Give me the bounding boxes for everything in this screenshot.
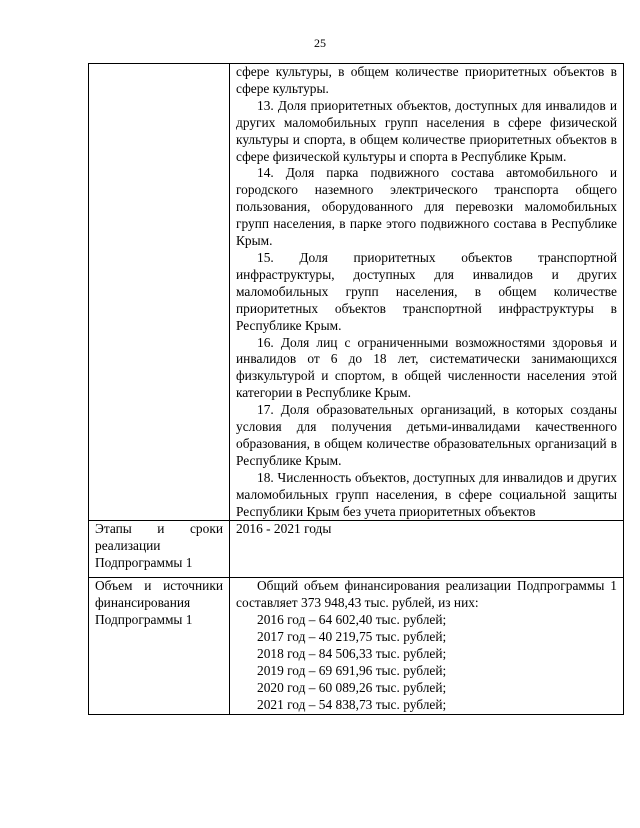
indicator-item: 14. Доля парка подвижного состава автомобильного и городского наземного электрического транспорта общего пользования, оборудованного для перевозки маломобильных групп населения, в парке этого подвижного состава в Республике Крым. <box>236 165 617 249</box>
indicator-continuation: сфере культуры, в общем количестве приоритетных объектов в сфере культуры. <box>236 64 617 96</box>
financing-year-line: 2018 год – 84 506,33 тыс. рублей; <box>257 646 447 662</box>
indicator-item: 13. Доля приоритетных объектов, доступных для инвалидов и других маломобильных групп населения в сфере физической культуры и спорта, в общем количестве приоритетных объектов в сфере физической культуры и спорта в Республике Крым. <box>236 97 617 164</box>
indicator-item: 17. Доля образовательных организаций, в которых созданы условия для получения детьми-инвалидами качественного образования, в общем количестве образовательных организаций в Республике Крым. <box>236 402 617 468</box>
financing-year-line: 2017 год – 40 219,75 тыс. рублей; <box>257 629 447 645</box>
indicator-item: 15. Доля приоритетных объектов транспортной инфраструктуры, доступных для инвалидов и других маломобильных групп населения, в общем количестве приоритетных объектов транспортной инфраструктуры в Республике Крым. <box>236 249 617 333</box>
financing-total: Общий объем финансирования реализации Подпрограммы 1 составляет 373 948,43 тыс. рублей, из них: <box>236 578 617 611</box>
financing-year-line: 2021 год – 54 838,73 тыс. рублей; <box>257 696 447 712</box>
indicator-item: 18. Численность объектов, доступных для инвалидов и других маломобильных групп населения, в сфере социальной защиты Республики Крым без учета приоритетных объектов <box>236 469 617 519</box>
page-number: 25 <box>314 36 326 50</box>
financing-label: Объем и источники финансирования Подпрограммы 1 <box>89 578 230 714</box>
indicator-item: 16. Доля лиц с ограниченными возможностями здоровья и инвалидов от 6 до 18 лет, систематически занимающихся физкультурой и спортом, в общей численности населения этой категории в Республике Крым. <box>236 334 617 401</box>
financing-year-line: 2016 год – 64 602,40 тыс. рублей; <box>257 612 447 628</box>
table-row-stages <box>89 521 624 578</box>
table-row-indicators <box>89 64 624 521</box>
indicators-label-cell <box>89 64 230 521</box>
passport-table <box>88 63 624 715</box>
financing-year-line: 2019 год – 69 691,96 тыс. рублей; <box>257 663 447 678</box>
financing-year-line: 2020 год – 60 089,26 тыс. рублей; <box>257 679 447 695</box>
table-row-financing <box>89 578 624 714</box>
stages-value: 2016 - 2021 годы <box>230 521 624 578</box>
financing-value-cell <box>230 578 624 714</box>
stages-label: Этапы и сроки реализации Подпрограммы 1 <box>89 521 230 578</box>
indicators-value-cell <box>230 64 624 521</box>
